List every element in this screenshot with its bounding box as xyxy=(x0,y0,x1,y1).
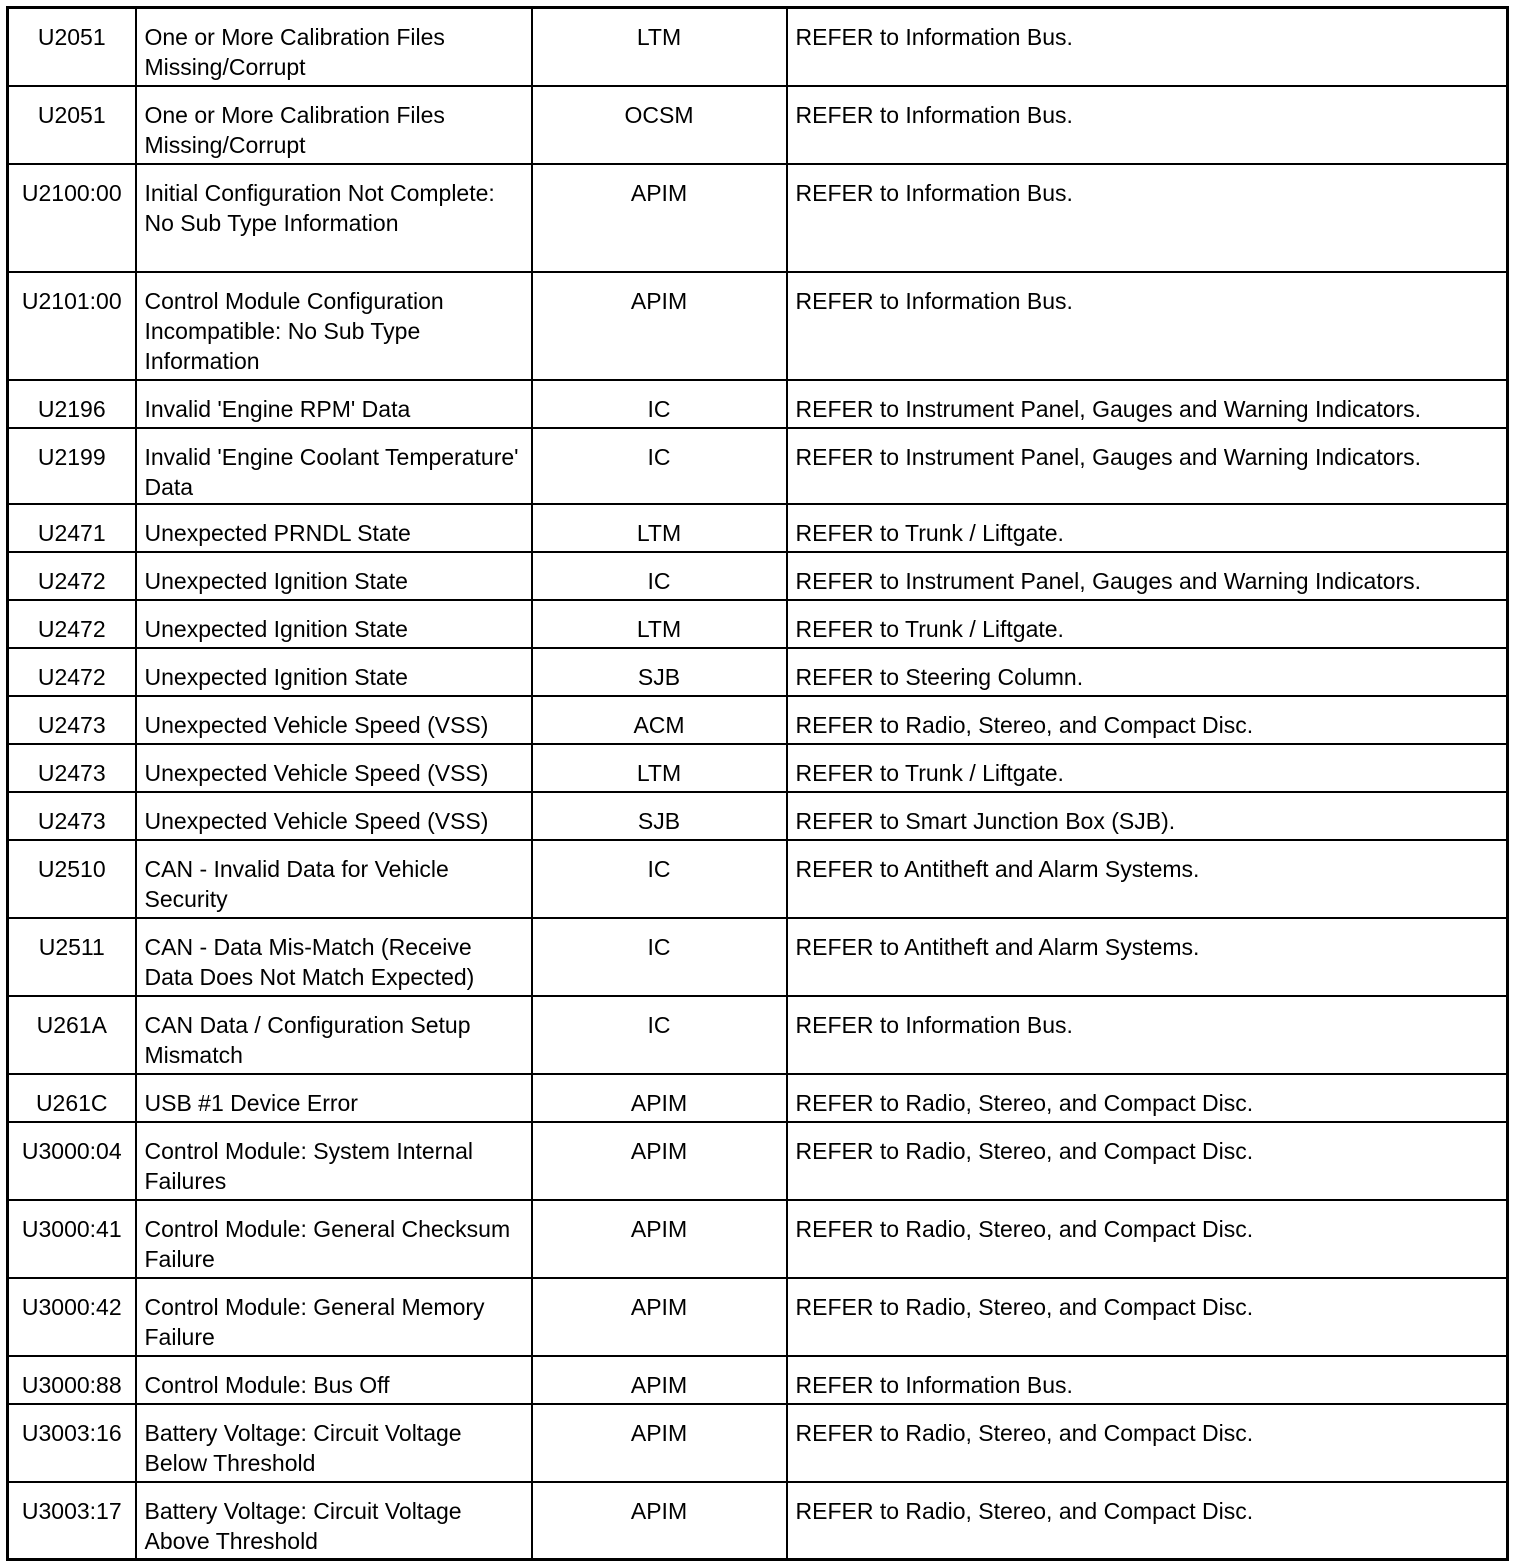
dtc-code: U2511 xyxy=(8,918,136,996)
dtc-module: IC xyxy=(532,840,787,918)
dtc-module: APIM xyxy=(532,272,787,380)
dtc-description: Control Module Configuration Incompatible: No Sub Type Information xyxy=(136,272,532,380)
table-row xyxy=(8,648,1508,696)
dtc-action: REFER to Radio, Stereo, and Compact Disc. xyxy=(787,696,1508,744)
dtc-module: APIM xyxy=(532,1482,787,1560)
dtc-description: Control Module: General Memory Failure xyxy=(136,1278,532,1356)
dtc-code: U2472 xyxy=(8,552,136,600)
dtc-action: REFER to Radio, Stereo, and Compact Disc. xyxy=(787,1482,1508,1560)
dtc-code: U2196 xyxy=(8,380,136,428)
dtc-code: U2101:00 xyxy=(8,272,136,380)
dtc-action: REFER to Instrument Panel, Gauges and Warning Indicators. xyxy=(787,428,1508,504)
dtc-action: REFER to Information Bus. xyxy=(787,86,1508,164)
dtc-code: U2051 xyxy=(8,86,136,164)
table-row xyxy=(8,996,1508,1074)
dtc-description: Invalid 'Engine Coolant Temperature' Data xyxy=(136,428,532,504)
dtc-action: REFER to Radio, Stereo, and Compact Disc. xyxy=(787,1278,1508,1356)
dtc-code: U2051 xyxy=(8,8,136,86)
table-row xyxy=(8,428,1508,504)
dtc-code: U2471 xyxy=(8,504,136,552)
table-row xyxy=(8,380,1508,428)
dtc-description: CAN - Invalid Data for Vehicle Security xyxy=(136,840,532,918)
table-row xyxy=(8,600,1508,648)
dtc-table-body xyxy=(8,8,1508,1560)
dtc-module: OCSM xyxy=(532,86,787,164)
dtc-action: REFER to Information Bus. xyxy=(787,272,1508,380)
dtc-code: U2100:00 xyxy=(8,164,136,272)
dtc-code: U3000:41 xyxy=(8,1200,136,1278)
dtc-description: USB #1 Device Error xyxy=(136,1074,532,1122)
dtc-description: Invalid 'Engine RPM' Data xyxy=(136,380,532,428)
dtc-description: Initial Configuration Not Complete: No Sub Type Information xyxy=(136,164,532,272)
table-row xyxy=(8,1404,1508,1482)
dtc-module: IC xyxy=(532,380,787,428)
table-row xyxy=(8,1074,1508,1122)
dtc-action: REFER to Information Bus. xyxy=(787,8,1508,86)
dtc-action: REFER to Antitheft and Alarm Systems. xyxy=(787,918,1508,996)
dtc-description: Battery Voltage: Circuit Voltage Above Threshold xyxy=(136,1482,532,1560)
table-row xyxy=(8,8,1508,86)
table-row xyxy=(8,840,1508,918)
dtc-description: CAN Data / Configuration Setup Mismatch xyxy=(136,996,532,1074)
table-row xyxy=(8,1278,1508,1356)
dtc-module: LTM xyxy=(532,504,787,552)
dtc-module: IC xyxy=(532,552,787,600)
dtc-action: REFER to Steering Column. xyxy=(787,648,1508,696)
dtc-description: Control Module: Bus Off xyxy=(136,1356,532,1404)
dtc-description: One or More Calibration Files Missing/Corrupt xyxy=(136,86,532,164)
table-row xyxy=(8,918,1508,996)
dtc-description: Unexpected Ignition State xyxy=(136,600,532,648)
table-row xyxy=(8,792,1508,840)
dtc-description: CAN - Data Mis-Match (Receive Data Does Not Match Expected) xyxy=(136,918,532,996)
dtc-module: LTM xyxy=(532,744,787,792)
dtc-code: U261C xyxy=(8,1074,136,1122)
dtc-action: REFER to Information Bus. xyxy=(787,164,1508,272)
table-row xyxy=(8,164,1508,272)
dtc-module: LTM xyxy=(532,8,787,86)
dtc-module: APIM xyxy=(532,1278,787,1356)
table-row xyxy=(8,1482,1508,1560)
dtc-module: APIM xyxy=(532,1404,787,1482)
table-row xyxy=(8,1122,1508,1200)
dtc-action: REFER to Smart Junction Box (SJB). xyxy=(787,792,1508,840)
table-row xyxy=(8,1356,1508,1404)
dtc-module: APIM xyxy=(532,1122,787,1200)
dtc-table xyxy=(6,6,1509,1561)
dtc-description: Unexpected Ignition State xyxy=(136,648,532,696)
dtc-action: REFER to Trunk / Liftgate. xyxy=(787,504,1508,552)
table-row xyxy=(8,86,1508,164)
table-row xyxy=(8,696,1508,744)
dtc-code: U261A xyxy=(8,996,136,1074)
dtc-description: Unexpected Vehicle Speed (VSS) xyxy=(136,744,532,792)
dtc-code: U3000:88 xyxy=(8,1356,136,1404)
dtc-code: U2473 xyxy=(8,696,136,744)
dtc-action: REFER to Information Bus. xyxy=(787,996,1508,1074)
dtc-action: REFER to Radio, Stereo, and Compact Disc. xyxy=(787,1074,1508,1122)
table-row xyxy=(8,744,1508,792)
dtc-action: REFER to Trunk / Liftgate. xyxy=(787,600,1508,648)
dtc-code: U2472 xyxy=(8,600,136,648)
dtc-action: REFER to Instrument Panel, Gauges and Warning Indicators. xyxy=(787,380,1508,428)
table-row xyxy=(8,272,1508,380)
dtc-module: IC xyxy=(532,996,787,1074)
dtc-action: REFER to Trunk / Liftgate. xyxy=(787,744,1508,792)
table-row xyxy=(8,504,1508,552)
dtc-description: Unexpected Ignition State xyxy=(136,552,532,600)
dtc-module: IC xyxy=(532,428,787,504)
dtc-description: One or More Calibration Files Missing/Corrupt xyxy=(136,8,532,86)
dtc-code: U3003:17 xyxy=(8,1482,136,1560)
dtc-action: REFER to Instrument Panel, Gauges and Warning Indicators. xyxy=(787,552,1508,600)
dtc-description: Unexpected PRNDL State xyxy=(136,504,532,552)
dtc-description: Control Module: General Checksum Failure xyxy=(136,1200,532,1278)
dtc-module: APIM xyxy=(532,1074,787,1122)
dtc-module: APIM xyxy=(532,1356,787,1404)
dtc-code: U2199 xyxy=(8,428,136,504)
dtc-description: Battery Voltage: Circuit Voltage Below Threshold xyxy=(136,1404,532,1482)
dtc-module: SJB xyxy=(532,792,787,840)
dtc-description: Unexpected Vehicle Speed (VSS) xyxy=(136,696,532,744)
dtc-code: U3003:16 xyxy=(8,1404,136,1482)
dtc-description: Control Module: System Internal Failures xyxy=(136,1122,532,1200)
table-row xyxy=(8,1200,1508,1278)
table-row xyxy=(8,552,1508,600)
dtc-action: REFER to Information Bus. xyxy=(787,1356,1508,1404)
dtc-code: U2473 xyxy=(8,792,136,840)
dtc-module: ACM xyxy=(532,696,787,744)
dtc-action: REFER to Radio, Stereo, and Compact Disc. xyxy=(787,1200,1508,1278)
dtc-description: Unexpected Vehicle Speed (VSS) xyxy=(136,792,532,840)
dtc-action: REFER to Radio, Stereo, and Compact Disc. xyxy=(787,1404,1508,1482)
dtc-module: SJB xyxy=(532,648,787,696)
dtc-module: APIM xyxy=(532,164,787,272)
dtc-module: APIM xyxy=(532,1200,787,1278)
dtc-code: U2473 xyxy=(8,744,136,792)
dtc-module: IC xyxy=(532,918,787,996)
dtc-code: U3000:04 xyxy=(8,1122,136,1200)
dtc-action: REFER to Radio, Stereo, and Compact Disc. xyxy=(787,1122,1508,1200)
dtc-action: REFER to Antitheft and Alarm Systems. xyxy=(787,840,1508,918)
dtc-module: LTM xyxy=(532,600,787,648)
dtc-code: U2510 xyxy=(8,840,136,918)
dtc-code: U3000:42 xyxy=(8,1278,136,1356)
dtc-code: U2472 xyxy=(8,648,136,696)
